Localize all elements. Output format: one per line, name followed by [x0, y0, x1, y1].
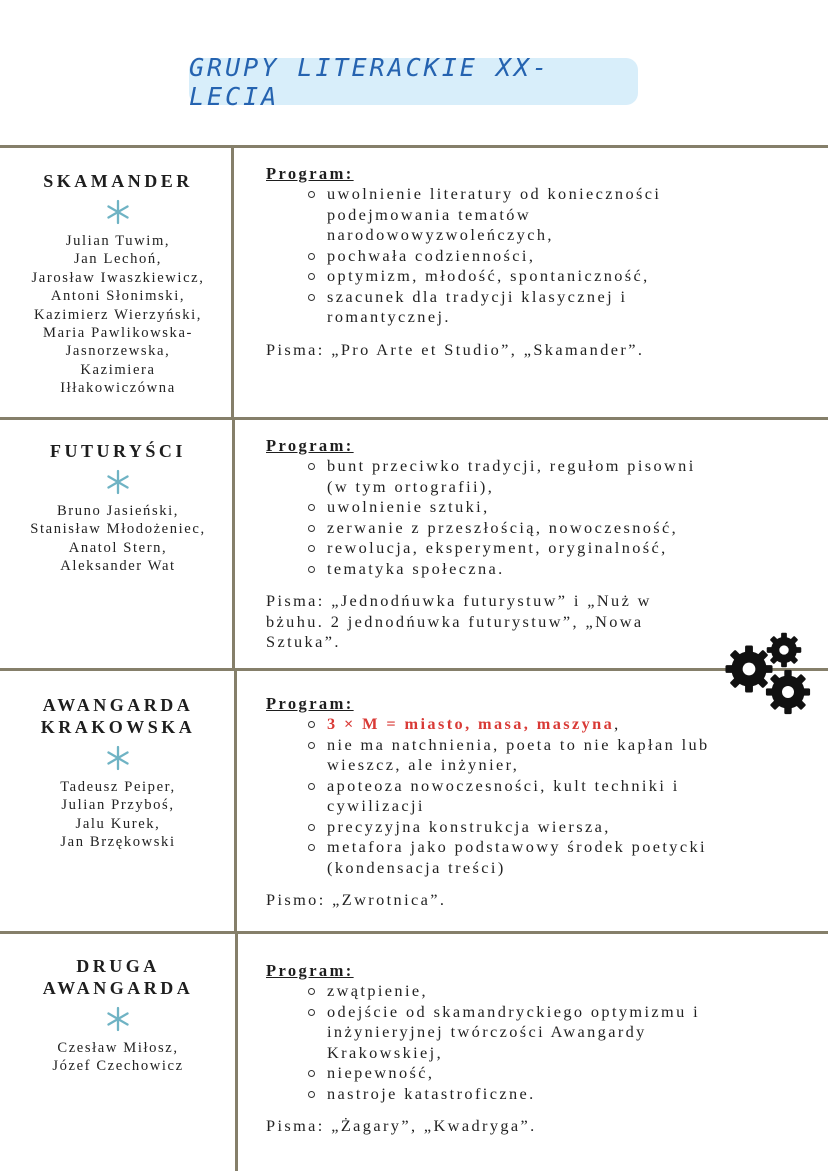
authors-list: Czesław Miłosz, Józef Czechowicz [52, 1040, 184, 1075]
list-item: precyzyjna konstrukcja wiersza, [306, 817, 811, 838]
group-awangarda-krakowska [0, 694, 236, 852]
program-list [266, 981, 811, 1104]
list-item: zwątpienie, [306, 981, 811, 1002]
pisma-text: Pisma: „Żagary”, „Kwadryga”. [266, 1116, 537, 1135]
program-label: Program: [266, 436, 354, 455]
group-futurysci [0, 440, 236, 576]
list-item: nastroje katastroficzne. [306, 1084, 811, 1105]
list-item: uwolnienie literatury od konieczności podejmowania tematów narodowowyzwoleńczych, [306, 184, 811, 246]
list-item: niepewność, [306, 1063, 811, 1084]
group-skamander [0, 170, 236, 398]
authors-list: Bruno Jasieński, Stanisław Młodożeniec, Anatol Stern, Aleksander Wat [30, 503, 206, 575]
program-list [266, 456, 811, 579]
divider-1 [0, 417, 828, 420]
list-item: nie ma natchnienia, poeta to nie kapłan lub wieszcz, ale inżynier, [306, 735, 811, 776]
list-item: szacunek dla tradycji klasycznej i romantycznej. [306, 287, 811, 328]
group-name: DRUGA AWANGARDA [42, 956, 194, 998]
authors-list: Julian Tuwim, Jan Lechoń, Jarosław Iwaszkiewicz, Antoni Słonimski, Kazimierz Wierzyński, Maria Pawlikowska- Jasnorzewska, Kazimiera Iłłakowiczówna [31, 233, 205, 397]
list-item: zerwanie z przeszłością, nowoczesność, [306, 518, 811, 539]
list-item: bunt przeciwko tradycji, regułom pisowni (w tym ortografii), [306, 456, 811, 497]
program-label: Program: [266, 961, 354, 980]
list-item: apoteoza nowoczesności, kult techniki i cywilizacji [306, 776, 811, 817]
program-awangarda-krakowska [266, 694, 811, 911]
program-skamander [266, 164, 811, 360]
program-druga-awangarda [266, 961, 811, 1137]
authors-list: Tadeusz Peiper, Julian Przyboś, Jalu Kurek, Jan Brzękowski [60, 779, 176, 851]
asterisk-icon [105, 745, 131, 771]
program-list [266, 184, 811, 328]
program-futurysci [266, 436, 811, 653]
group-name: SKAMANDER [43, 171, 193, 191]
list-item [306, 714, 811, 735]
list-item: rewolucja, eksperyment, oryginalność, [306, 538, 811, 559]
list-item: tematyka społeczna. [306, 559, 811, 580]
asterisk-icon [105, 1006, 131, 1032]
pisma-text: Pismo: „Zwrotnica”. [266, 890, 447, 909]
divider-top [0, 145, 828, 148]
divider-3 [0, 931, 828, 934]
list-item: metafora jako podstawowy środek poetycki (kondensacja treści) [306, 837, 811, 878]
divider-2 [0, 668, 828, 671]
list-item: optymizm, młodość, spontaniczność, [306, 266, 811, 287]
title-banner [189, 52, 638, 111]
program-label: Program: [266, 164, 354, 183]
list-item: pochwała codzienności, [306, 246, 811, 267]
asterisk-icon [105, 469, 131, 495]
highlight-formula: 3 × M = miasto, masa, maszyna , [327, 714, 621, 733]
pisma-text: Pisma: „Jednodńuwka futurystuw” i „Nuż w bżuhu. 2 jednodńuwka futurystuw”, „Nowa Sztuka”. [266, 591, 652, 651]
group-name: AWANGARDA KRAKOWSKA [40, 695, 196, 737]
list-item: odejście od skamandryckiego optymizmu i inżynieryjnej twórczości Awangardy Krakowskiej, [306, 1002, 811, 1064]
asterisk-icon [105, 199, 131, 225]
program-list [266, 714, 811, 878]
page-title: GRUPY LITERACKIE XX-LECIA [189, 52, 551, 111]
list-item: uwolnienie sztuki, [306, 497, 811, 518]
group-name: FUTURYŚCI [50, 441, 186, 461]
pisma-text: Pisma: „Pro Arte et Studio”, „Skamander”. [266, 339, 645, 359]
program-label: Program: [266, 694, 354, 713]
group-druga-awangarda [0, 955, 236, 1076]
